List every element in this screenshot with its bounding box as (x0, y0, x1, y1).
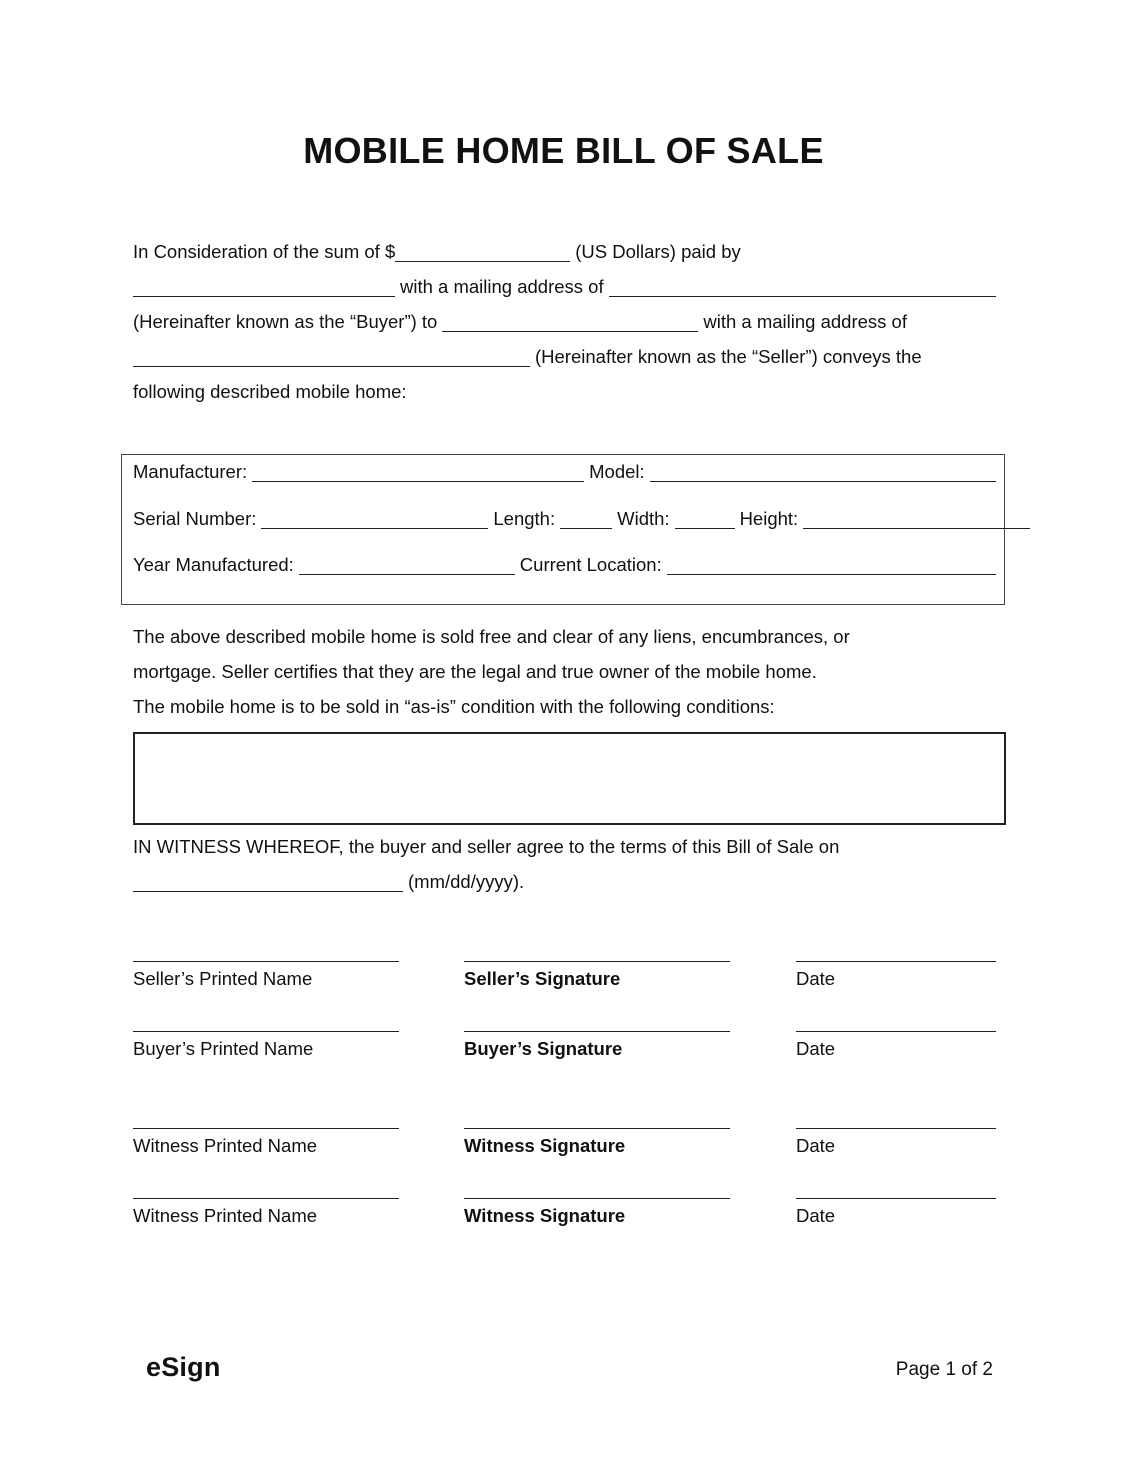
witness-2-signature-line[interactable] (464, 1175, 730, 1199)
manufacturer-label: Manufacturer: (133, 461, 248, 482)
serial-number-field[interactable] (261, 505, 488, 529)
seller-date-label: Date (796, 968, 836, 989)
buyer-date-label: Date (796, 1038, 836, 1059)
seller-signature-label: Seller’s Signature (464, 968, 621, 989)
description-row-3 (133, 549, 996, 579)
terms-text-1: The above described mobile home is sold free and clear of any liens, encumbrances, or (133, 626, 850, 647)
consideration-line-4 (133, 341, 996, 371)
length-field[interactable] (560, 505, 612, 529)
description-row-1 (133, 456, 996, 486)
current-location-label: Current Location: (519, 554, 662, 575)
witness-1-signature-line[interactable] (464, 1105, 730, 1129)
witness-line-1 (133, 831, 996, 861)
witness-1-printed-name-line[interactable] (133, 1105, 399, 1129)
buyer-signature-line[interactable] (464, 1008, 730, 1032)
buyer-date-line[interactable] (796, 1008, 996, 1032)
witness-2-date-label: Date (796, 1205, 836, 1226)
buyer-address-field[interactable] (609, 273, 996, 297)
model-label: Model: (589, 461, 645, 482)
current-location-field[interactable] (667, 551, 996, 575)
amount-field[interactable] (395, 238, 570, 262)
terms-text-2: mortgage. Seller certifies that they are the legal and true owner of the mobile home. (133, 661, 817, 682)
consideration-line-1 (133, 236, 996, 266)
agreement-date-field[interactable] (133, 868, 403, 892)
seller-address-field[interactable] (133, 343, 530, 367)
date-format-label: (mm/dd/yyyy). (408, 871, 525, 892)
currency-label: (US Dollars) paid by (575, 241, 741, 262)
year-manufactured-label: Year Manufactured: (133, 554, 294, 575)
consideration-prefix: In Consideration of the sum of $ (133, 241, 396, 262)
esign-logo: eSign (146, 1352, 221, 1382)
buyer-printed-name-line[interactable] (133, 1008, 399, 1032)
consideration-line-5 (133, 376, 996, 406)
buyer-designation: (Hereinafter known as the “Buyer”) to (133, 311, 438, 332)
seller-printed-name-label: Seller’s Printed Name (133, 968, 313, 989)
mailing-address-label-2: with a mailing address of (703, 311, 907, 332)
terms-text-3: The mobile home is to be sold in “as-is” condition with the following conditions: (133, 696, 775, 717)
terms-line-3 (133, 691, 996, 721)
witness-2-printed-name-label: Witness Printed Name (133, 1205, 318, 1226)
serial-number-label: Serial Number: (133, 508, 257, 529)
terms-line-2 (133, 656, 996, 686)
seller-date-line[interactable] (796, 938, 996, 962)
witness-1-date-line[interactable] (796, 1105, 996, 1129)
model-field[interactable] (650, 458, 996, 482)
witness-1-printed-name-label: Witness Printed Name (133, 1135, 318, 1156)
following-described-text: following described mobile home: (133, 381, 407, 402)
witness-line-2 (133, 866, 996, 896)
height-field[interactable] (803, 505, 1030, 529)
witness-text: IN WITNESS WHEREOF, the buyer and seller agree to the terms of this Bill of Sale on (133, 836, 840, 857)
seller-printed-name-line[interactable] (133, 938, 399, 962)
witness-2-printed-name-line[interactable] (133, 1175, 399, 1199)
buyer-signature-label: Buyer’s Signature (464, 1038, 623, 1059)
terms-line-1 (133, 621, 996, 651)
conditions-textarea[interactable] (133, 732, 1006, 825)
description-row-2 (133, 503, 996, 533)
seller-name-field[interactable] (442, 308, 698, 332)
mailing-address-label: with a mailing address of (400, 276, 604, 297)
witness-1-signature-label: Witness Signature (464, 1135, 626, 1156)
consideration-line-2 (133, 271, 996, 301)
witness-2-date-line[interactable] (796, 1175, 996, 1199)
width-field[interactable] (675, 505, 735, 529)
seller-signature-line[interactable] (464, 938, 730, 962)
length-label: Length: (493, 508, 556, 529)
witness-2-signature-label: Witness Signature (464, 1205, 626, 1226)
page-number: Page 1 of 2 (895, 1359, 993, 1380)
buyer-printed-name-label: Buyer’s Printed Name (133, 1038, 314, 1059)
height-label: Height: (739, 508, 799, 529)
document-title: MOBILE HOME BILL OF SALE (303, 130, 824, 171)
seller-designation: (Hereinafter known as the “Seller”) conveys the (535, 346, 922, 367)
witness-1-date-label: Date (796, 1135, 836, 1156)
year-manufactured-field[interactable] (299, 551, 515, 575)
manufacturer-field[interactable] (252, 458, 584, 482)
buyer-name-field[interactable] (133, 273, 395, 297)
consideration-line-3 (133, 306, 996, 336)
width-label: Width: (617, 508, 670, 529)
